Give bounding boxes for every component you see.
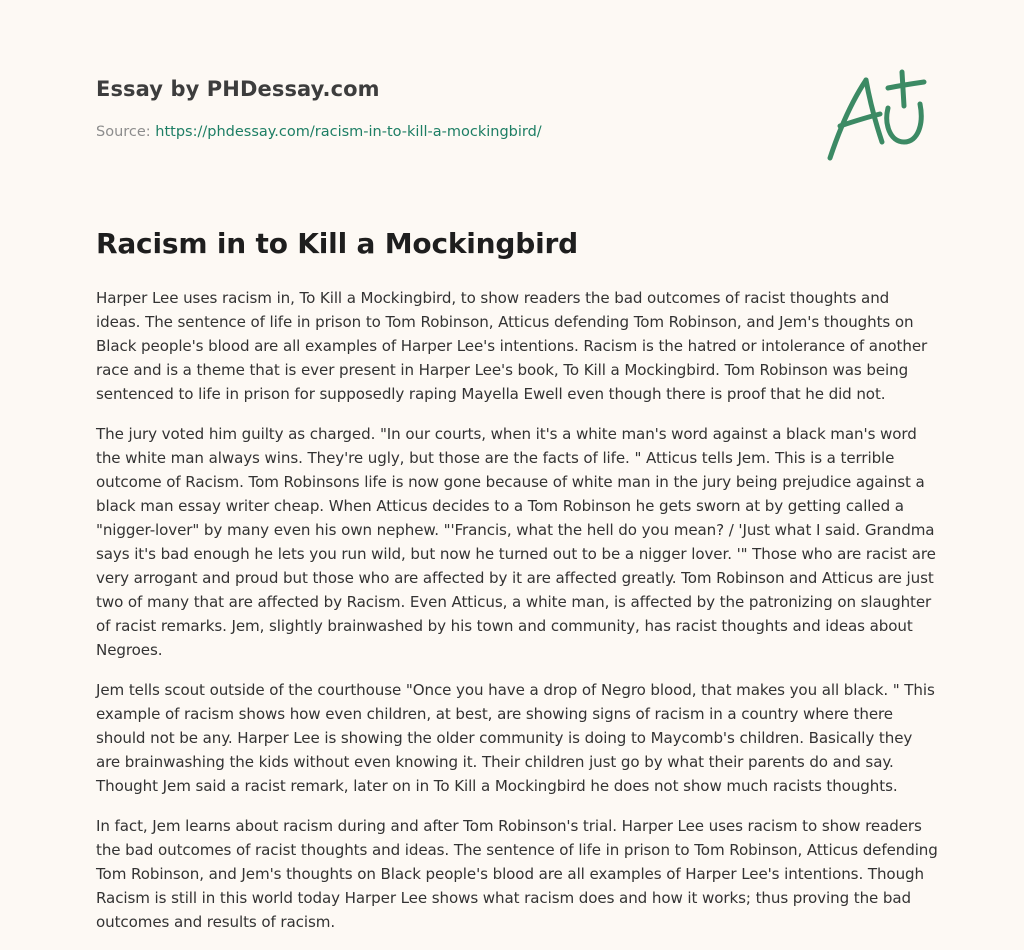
source-label: Source: xyxy=(96,124,156,140)
essay-title: Racism in to Kill a Mockingbird xyxy=(96,227,578,260)
site-brand: Essay by PHDessay.com xyxy=(96,77,380,101)
source-line xyxy=(96,124,542,140)
essay-paragraph: Jem tells scout outside of the courthouse "Once you have a drop of Negro blood, that makes you all black. " This example of racism shows how even children, at best, are showing signs of racism in a country where there should not be any. Harper Lee is showing the older community is doing to Maycomb's children. Basically they are brainwashing the kids without even knowing it. Their children just go by what their parents do and say. Thought Jem said a racist remark, later on in To Kill a Mockingbird he does not show much racists thoughts. xyxy=(96,681,935,795)
essay-paragraph: The jury voted him guilty as charged. "In our courts, when it's a white man's word against a black man's word the white man always wins. They're ugly, but those are the facts of life. " Atticus tells Jem. This is a terrible outcome of Racism. Tom Robinsons life is now gone because of white man in the jury being prejudice against a black man essay writer cheap. When Atticus decides to a Tom Robinson he gets sworn at by getting called a "nigger-lover" by many even his own nephew. "'Francis, what the hell do you mean? / 'Just what I said. Grandma says it's bad enough he lets you run wild, but now he turned out to be a nigger lover. '" Those who are racist are very arrogant and proud but those who are affected by it are affected greatly. Tom Robinson and Atticus are just two of many that are affected by Racism. Even Atticus, a white man, is affected by the patronizing on slaughter of racist remarks. Jem, slightly brainwashed by his town and community, has racist thoughts and ideas about Negroes. xyxy=(96,425,936,659)
source-link[interactable]: https://phdessay.com/racism-in-to-kill-a-mockingbird/ xyxy=(155,124,542,140)
a-plus-grade-icon xyxy=(824,68,928,164)
essay-paragraph: Harper Lee uses racism in, To Kill a Mockingbird, to show readers the bad outcomes of racist thoughts and ideas. The sentence of life in prison to Tom Robinson, Atticus defending Tom Robinson, and Jem's thoughts on Black people's blood are all examples of Harper Lee's intentions. Racism is the hatred or intolerance of another race and is a theme that is ever present in Harper Lee's book, To Kill a Mockingbird. Tom Robinson was being sentenced to life in prison for supposedly raping Mayella Ewell even though there is proof that he did not. xyxy=(96,289,928,403)
essay-paragraph: In fact, Jem learns about racism during and after Tom Robinson's trial. Harper Lee uses racism to show readers the bad outcomes of racist thoughts and ideas. The sentence of life in prison to Tom Robinson, Atticus defending Tom Robinson, and Jem's thoughts on Black people's blood are all examples of Harper Lee's intentions. Though Racism is still in this world today Harper Lee shows what racism does and how it works; thus proving the bad outcomes and results of racism. xyxy=(96,817,938,931)
essay-body xyxy=(96,286,938,950)
